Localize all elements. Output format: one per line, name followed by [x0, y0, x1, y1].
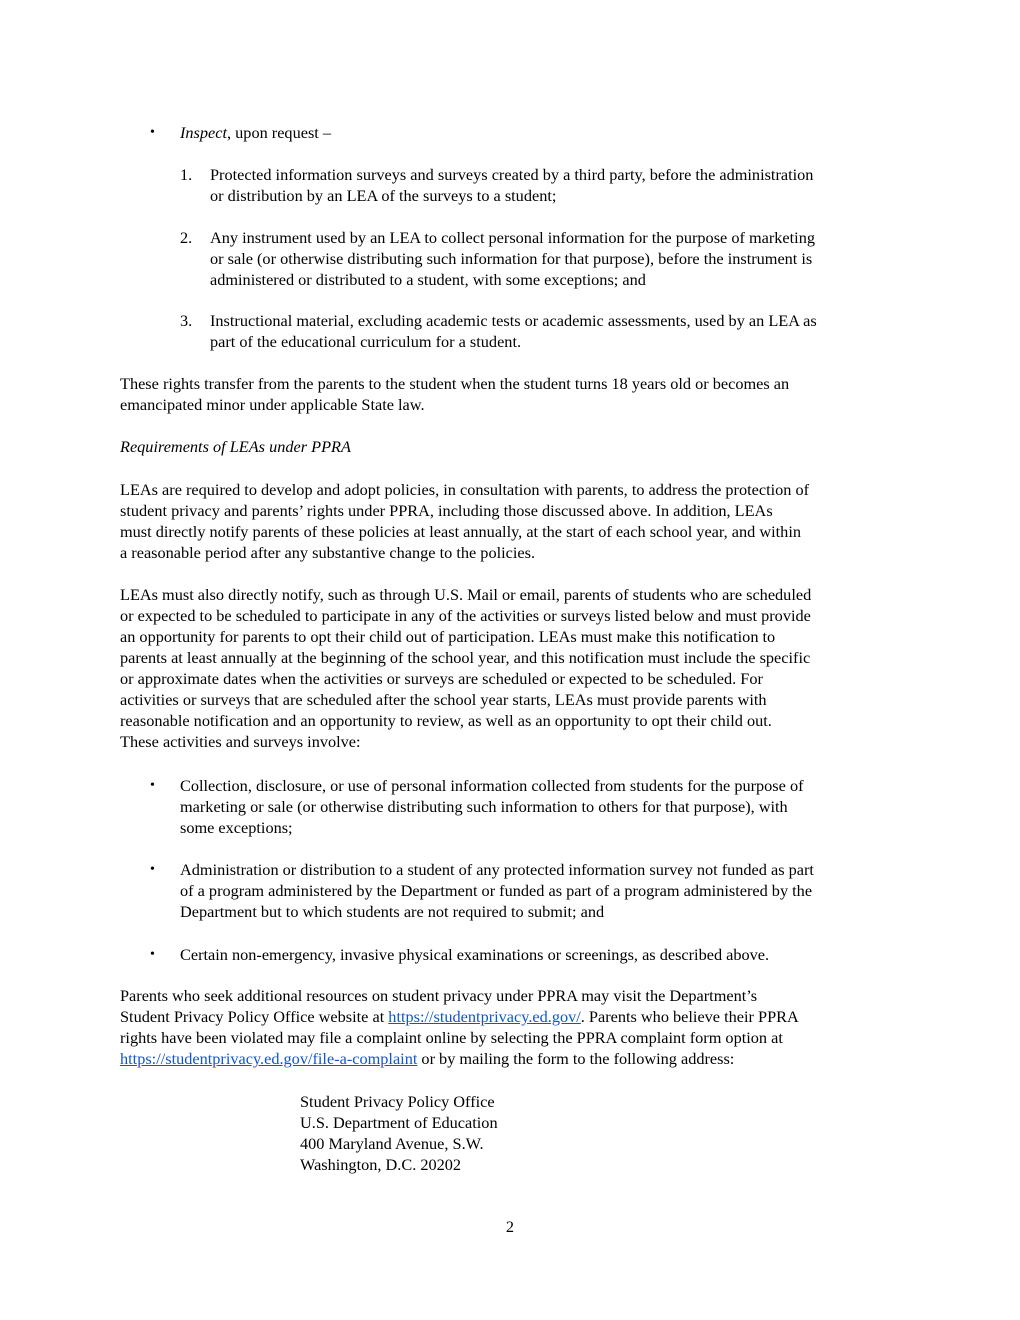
text-line: Instructional material, excluding academic tests or academic assessments, used by an LEA as	[210, 311, 817, 330]
text-line: administered or distributed to a student, with some exceptions; and	[210, 270, 646, 289]
address-line: Student Privacy Policy Office	[300, 1092, 495, 1111]
text-line: must directly notify parents of these policies at least annually, at the start of each school year, and within	[120, 522, 801, 541]
activity-item-3	[180, 944, 769, 965]
text-line: an opportunity for parents to opt their child out of participation. LEAs must make this notification to	[120, 627, 776, 646]
text-line: Protected information surveys and surveys created by a third party, before the administration	[210, 165, 814, 184]
bullet-icon: •	[150, 862, 155, 877]
text-line: a reasonable period after any substantive change to the policies.	[120, 543, 536, 562]
text-line: some exceptions;	[180, 818, 293, 837]
notify-paragraph	[120, 584, 811, 752]
text-line: LEAs must also directly notify, such as through U.S. Mail or email, parents of students who are scheduled	[120, 585, 812, 604]
list-number: 2.	[180, 228, 193, 247]
bullet-icon: •	[150, 947, 155, 962]
inspect-rest: , upon request –	[227, 123, 332, 142]
text-line: rights have been violated may file a complaint online by selecting the PPRA complaint form option at	[120, 1028, 783, 1047]
text-line: These rights transfer from the parents to the student when the student turns 18 years old or becomes an	[120, 374, 790, 393]
text-line: or approximate dates when the activities or surveys are scheduled or expected to be scheduled. For	[120, 669, 763, 688]
text-line: Parents who seek additional resources on student privacy under PPRA may visit the Department’s	[120, 986, 758, 1005]
activity-item-2	[180, 859, 814, 922]
bullet-icon: •	[150, 778, 155, 793]
text-line: marketing or sale (or otherwise distributing such information to others for that purpose), with	[180, 797, 788, 816]
text-line: or distribution by an LEA of the surveys to a student;	[210, 186, 557, 205]
text-line: Collection, disclosure, or use of personal information collected from students for the purpose of	[180, 776, 804, 795]
text-line: Certain non-emergency, invasive physical examinations or screenings, as described above.	[180, 945, 770, 964]
page-number: 2	[505, 1217, 515, 1236]
mailing-address	[300, 1091, 498, 1175]
text-line: emancipated minor under applicable State law.	[120, 395, 425, 414]
text-line: LEAs are required to develop and adopt policies, in consultation with parents, to address the protection of	[120, 480, 810, 499]
text-line: reasonable notification and an opportunity to review, as well as an opportunity to opt their child out.	[120, 711, 772, 730]
text-segment: or by mailing the form to the following address:	[417, 1049, 735, 1068]
text-line: student privacy and parents’ rights under PPRA, including those discussed above. In addition, LEAs	[120, 501, 773, 520]
policy-paragraph	[120, 479, 809, 563]
list-number: 1.	[180, 165, 193, 184]
text-line: Administration or distribution to a student of any protected information survey not funded as part	[180, 860, 814, 879]
numbered-item-1	[210, 164, 813, 206]
text-line: parents at least annually at the beginning of the school year, and this notification must include the specific	[120, 648, 811, 667]
list-number: 3.	[180, 311, 193, 330]
transfer-paragraph	[120, 373, 789, 415]
numbered-item-3	[210, 310, 817, 352]
activity-item-1	[180, 775, 804, 838]
numbered-item-2	[210, 227, 815, 290]
bullet-icon: •	[150, 125, 155, 140]
address-line: Washington, D.C. 20202	[300, 1155, 462, 1174]
text-line: of a program administered by the Department or funded as part of a program administered by the	[180, 881, 813, 900]
text-line: or expected to be scheduled to participate in any of the activities or surveys listed below and must provide	[120, 606, 811, 625]
address-line: 400 Maryland Avenue, S.W.	[300, 1134, 484, 1153]
section-heading: Requirements of LEAs under PPRA	[120, 437, 351, 456]
text-line: Any instrument used by an LEA to collect personal information for the purpose of marketing	[210, 228, 815, 247]
text-segment: Student Privacy Policy Office website at	[120, 1007, 389, 1026]
file-complaint-link[interactable]: https://studentprivacy.ed.gov/file-a-complaint	[120, 1049, 418, 1068]
text-segment: . Parents who believe their PPRA	[580, 1007, 799, 1026]
text-line: Department but to which students are not required to submit; and	[180, 902, 605, 921]
resources-paragraph	[120, 985, 799, 1069]
text-line: part of the educational curriculum for a student.	[210, 332, 522, 351]
student-privacy-link[interactable]: https://studentprivacy.ed.gov/	[388, 1007, 581, 1026]
text-line: activities or surveys that are scheduled after the school year starts, LEAs must provide parents with	[120, 690, 767, 709]
inspect-intro	[180, 122, 331, 143]
text-line: or sale (or otherwise distributing such information for that purpose), before the instrument is	[210, 249, 813, 268]
address-line: U.S. Department of Education	[300, 1113, 498, 1132]
text-line: These activities and surveys involve:	[120, 732, 361, 751]
inspect-label: Inspect	[180, 123, 228, 142]
